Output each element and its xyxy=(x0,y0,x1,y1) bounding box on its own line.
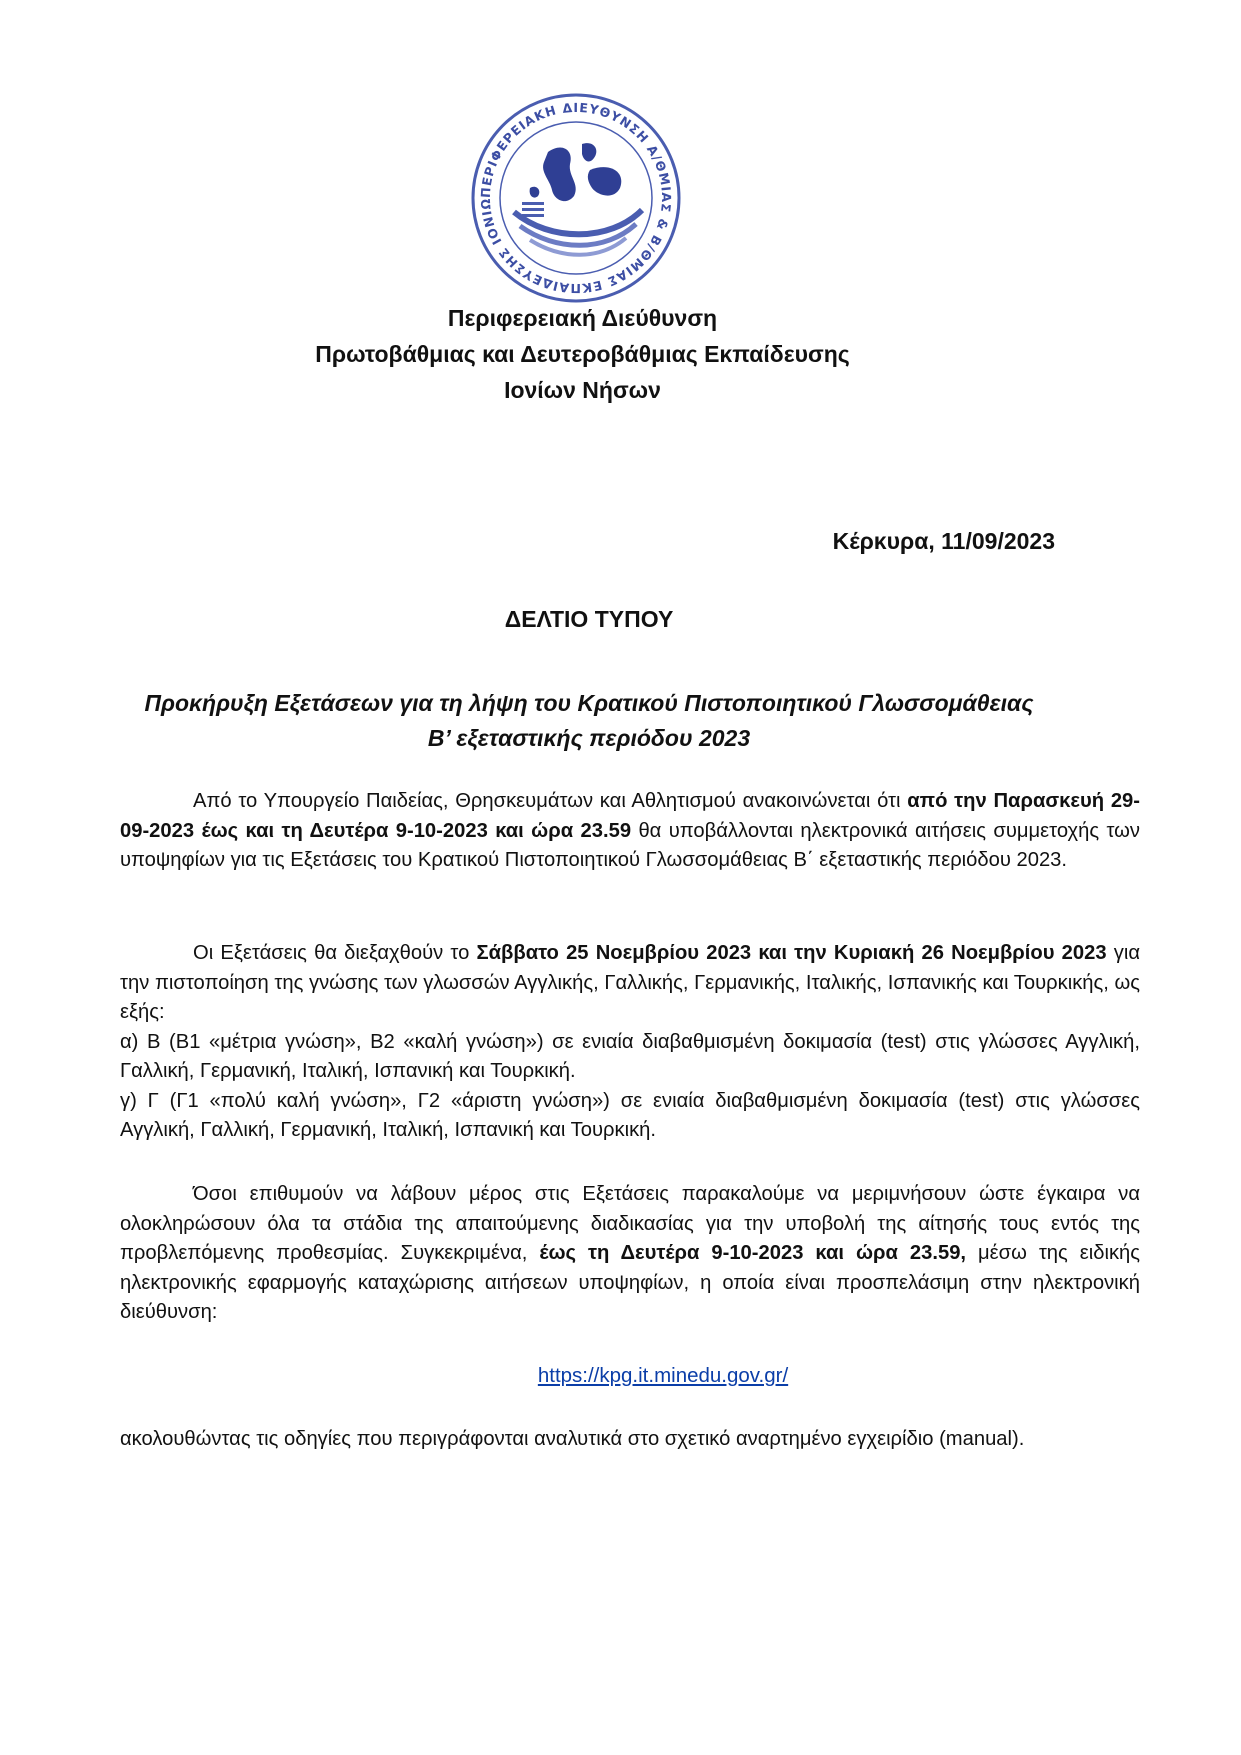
paragraph-3-bold: έως τη Δευτέρα 9-10-2023 και ώρα 23.59, xyxy=(539,1242,967,1264)
paragraph-3-text-b: μέσω της ειδικής ηλεκτρονικής εφαρμογής καταχώρισης αιτήσεων υποψηφίων, η οποία είναι προσπελάσιμη στην ηλεκτρονική διεύθυνση: xyxy=(120,1242,1140,1323)
seal-ring-text: ΠΕΡΙΦΕΡΕΙΑΚΗ ΔΙΕΥΘΥΝΣΗ Α/ΘΜΙΑΣ & Β/ΘΜΙΑΣ ΕΚΠΑΙΔΕΥΣΗΣ ΙΟΝΙΩ xyxy=(477,99,675,297)
paragraph-3 xyxy=(120,1180,1140,1328)
paragraph-2 xyxy=(120,939,1140,1028)
paragraph-1-text-a: Από το Υπουργείο Παιδείας, Θρησκευμάτων και Αθλητισμού ανακοινώνεται ότι xyxy=(193,790,908,812)
paragraph-3-text-a: Όσοι επιθυμούν να λάβουν μέρος στις Εξετάσεις παρακαλούμε να μεριμνήσουν ώστε έγκαιρα να ολοκληρώσουν όλα τα στάδια της απαιτούμενης διαδικασίας για την υποβολή της αίτησής τους εντός της προβλεπόμενης προθεσμίας. Συγκεκριμένα, xyxy=(120,1183,1140,1264)
org-line-1: Περιφερειακή Διεύθυνση xyxy=(447,305,718,331)
title-line-1: Προκήρυξη Εξετάσεων για τη λήψη του Κρατικού Πιστοποιητικού Γλωσσομάθειας xyxy=(144,690,1034,716)
org-line-3: Ιονίων Νήσων xyxy=(504,377,661,403)
org-line-2: Πρωτοβάθμιας και Δευτεροβάθμιας Εκπαίδευσης xyxy=(315,341,850,367)
paragraph-2-text-b: για την πιστοποίηση της γνώσης των γλωσσών Αγγλικής, Γαλλικής, Γερμανικής, Ιταλικής, Ισπανικής και Τουρκικής, ως εξής: xyxy=(120,942,1140,1023)
paragraph-2-text-a: Οι Εξετάσεις θα διεξαχθούν το xyxy=(193,942,477,964)
application-link[interactable]: https://kpg.it.minedu.gov.gr/ xyxy=(537,1364,789,1387)
seal-graphic xyxy=(470,92,682,304)
paragraph-2-bold: Σάββατο 25 Νοεμβρίου 2023 και την Κυριακή 26 Νοεμβρίου 2023 xyxy=(476,942,1107,964)
paragraph-1 xyxy=(120,787,1140,876)
title-line-2: Β’ εξεταστικής περιόδου 2023 xyxy=(427,725,751,751)
link-line xyxy=(0,1364,1241,1388)
press-release-label: ΔΕΛΤΙΟ ΤΥΠΟΥ xyxy=(504,606,674,632)
paragraph-1-bold: από την Παρασκευή 29-09-2023 έως και τη Δευτέρα 9-10-2023 και ώρα 23.59 xyxy=(120,790,1140,842)
organization-logo xyxy=(470,92,682,304)
paragraph-1-text-b: θα υποβάλλονται ηλεκτρονικά αιτήσεις συμμετοχής των υποψηφίων για τις Εξετάσεις του Κρατικού Πιστοποιητικού Γλωσσομάθειας Β΄ εξεταστικής περιόδου 2023. xyxy=(120,819,1141,871)
document-date: Κέρκυρα, 11/09/2023 xyxy=(832,528,1055,554)
paragraph-2-block xyxy=(120,939,1140,1146)
list-item-g: γ) Γ (Γ1 «πολύ καλή γνώση», Γ2 «άριστη γνώση») σε ενιαία διαβαθμισμένη δοκιμασία (test) στις γλώσσες Αγγλική, Γαλλική, Γερμανική, Ιταλική, Ισπανική και Τουρκική. xyxy=(120,1089,1140,1141)
paragraph-4: ακολουθώντας τις οδηγίες που περιγράφονται αναλυτικά στο σχετικό αναρτημένο εγχειρίδιο (manual). xyxy=(120,1428,1025,1450)
list-item-a: α) Β (Β1 «μέτρια γνώση», Β2 «καλή γνώση») σε ενιαία διαβαθμισμένη δοκιμασία (test) στις γλώσσες Αγγλική, Γαλλική, Γερμανική, Ιταλική, Ισπανική και Τουρκική. xyxy=(120,1030,1140,1082)
